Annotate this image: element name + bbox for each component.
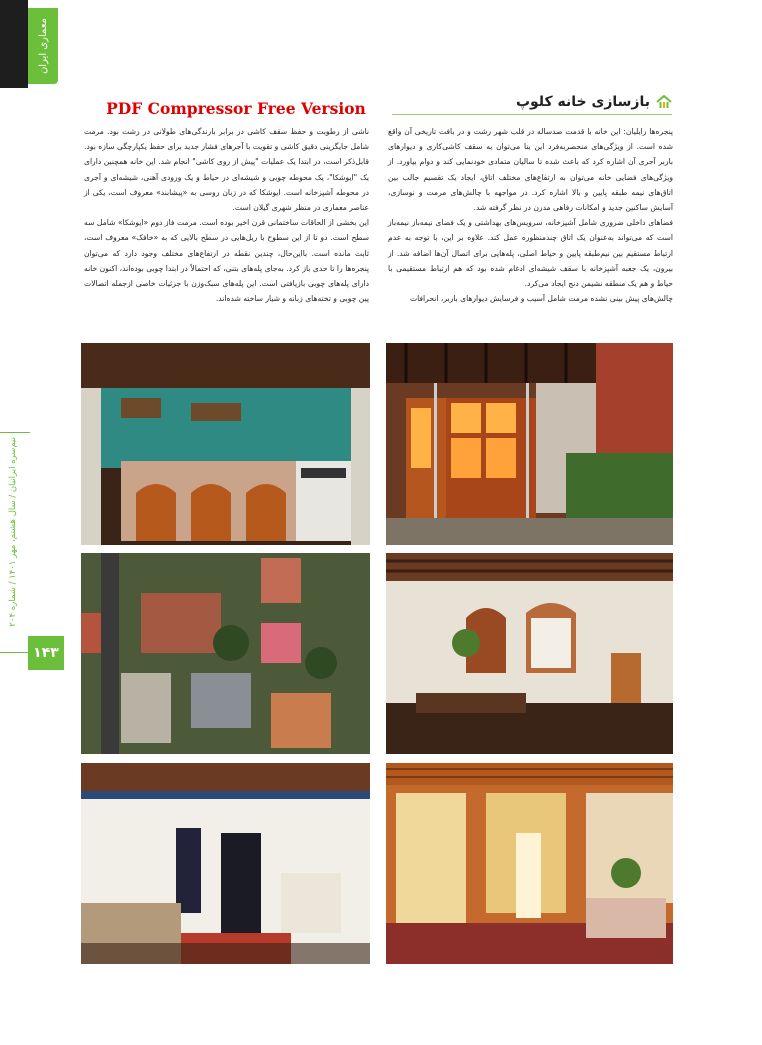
margin-divider-top: [0, 432, 30, 433]
section-tab: [28, 8, 58, 84]
issue-info: [4, 437, 22, 627]
margin-divider-bottom: [0, 652, 30, 653]
photo-kitchen: [81, 343, 370, 545]
text-column-left: [84, 124, 369, 306]
photo-sitting-room: [81, 763, 370, 964]
watermark: PDF Compressor Free Version: [106, 99, 366, 118]
issue-info-text: نیم‌سره ایرانیان / سال هشتم، مهر ۱۴۰۱ / شماره ۲۰۴: [8, 437, 18, 627]
page-number: ۱۴۳: [33, 645, 59, 661]
title-rule: [392, 114, 672, 115]
photo-courtyard-exterior: [386, 343, 673, 545]
paragraph: پنجره‌ها رایلیان: این خانه با قدمت صدساله در قلب شهر رشت و در بافت تاریخی آن واقع شده است. از ویژگی‌های منحصربه‌فرد این بنا می‌توان به سقف کاشی‌کاری و دیوارهای باربر آجری آن اشاره کرد که باعث شده تا سالیان متمادی خودنمایی کند و دوام بیاورد. از ویژگی‌های فضایی خانه می‌توان به ارتفاع‌های مختلف اتاق، ایجاد یک تقسیم جالب بین اتاق‌های نیمه طبقه پایین و بالا اشاره کرد. در مواجهه با چالش‌های مرمت و نوسازی، آسایش ساکنین جدید و امکانات رفاهی مدرن در نظر گرفته شد.: [388, 127, 673, 213]
article-title: [516, 94, 672, 110]
paragraph: فضاهای داخلی ضروری شامل آشپزخانه، سرویس‌های بهداشتی و یک فضای نیمه‌باز نیمه‌باز است که می‌تواند به‌عنوان یک اتاق چندمنظوره عمل کند. علاوه بر این، با توجه به عدم ارتباط مستقیم بین نیم‌طبقه پایین و حیاط اصلی، پله‌هایی برای اتصال آن‌ها اضافه شد. از بیرون، یک جعبه آشپزخانه با سقف شیشه‌ای ادغام شده بود که هم ارتباط مستقیمی با حیاط و هم یک منطقه نشیمن دنج ایجاد می‌کرد.: [388, 218, 673, 289]
paragraph: چالش‌های پیش بینی نشده مرمت شامل آسیب و فرسایش دیوارهای باربر، انحرافات: [409, 294, 673, 304]
top-corner-bar: [0, 0, 28, 88]
photo-veranda: [386, 763, 673, 964]
article-title-text: بازسازی خانه کلوپ: [515, 94, 650, 110]
section-tab-label: معماری ایران: [37, 17, 49, 75]
house-icon: [656, 95, 672, 109]
paragraph: این بخشی از الحاقات ساختمانی قرن اخیر بوده است. مرمت فاز دوم «ایوشکا» شامل سه سطح است. دو تا از این سطوح با ریل‌هایی در سطح بالایی که به «خافک» معروف است، ثابت مانده است. بااین‌حال، چندین نقطه در ارتفاع‌های مختلف وجود دارد که می‌توان پنجره‌ها را تا حدی باز کرد. به‌جای پله‌های بتنی، که احتمالاً در ابتدا چوبی بوده‌اند، اکنون خانه دارای پله‌های چوبی بازیافتی است. این پله‌های سبک‌وزن با جزئیات خاصی ازجمله اتصالات پین چوبی و تخته‌های زبانه و شیار ساخته شده‌اند.: [84, 218, 369, 304]
text-column-right: [388, 124, 673, 306]
paragraph: ناشی از رطوبت و حفظ سقف کاشی در برابر بارندگی‌های طولانی در رشت بود. مرمت شامل جایگزینی دقیق کاشی و تقویت با آجرهای فشار جدید برای حفظ یکپارچگی سازه بود. قابل‌ذکر است، در ابتدا یک عملیات "پیش از روی کاشی" انجام شد. این خانه همچنین دارای یک "ایوشکا"، یک محوطه چوبی و شیشه‌ای در حیاط و یک ورودی آهنی، شیشه‌ای و آجری در محوطه آشپزخانه است. ایوشکا که در زبان روسی به «پیشابند» معروف است، یکی از عناصر معماری در منظر شهری گیلان است.: [84, 127, 369, 213]
photo-aerial-view: [81, 553, 370, 754]
photo-living-room: [386, 553, 673, 754]
page-number-box: [28, 636, 64, 670]
